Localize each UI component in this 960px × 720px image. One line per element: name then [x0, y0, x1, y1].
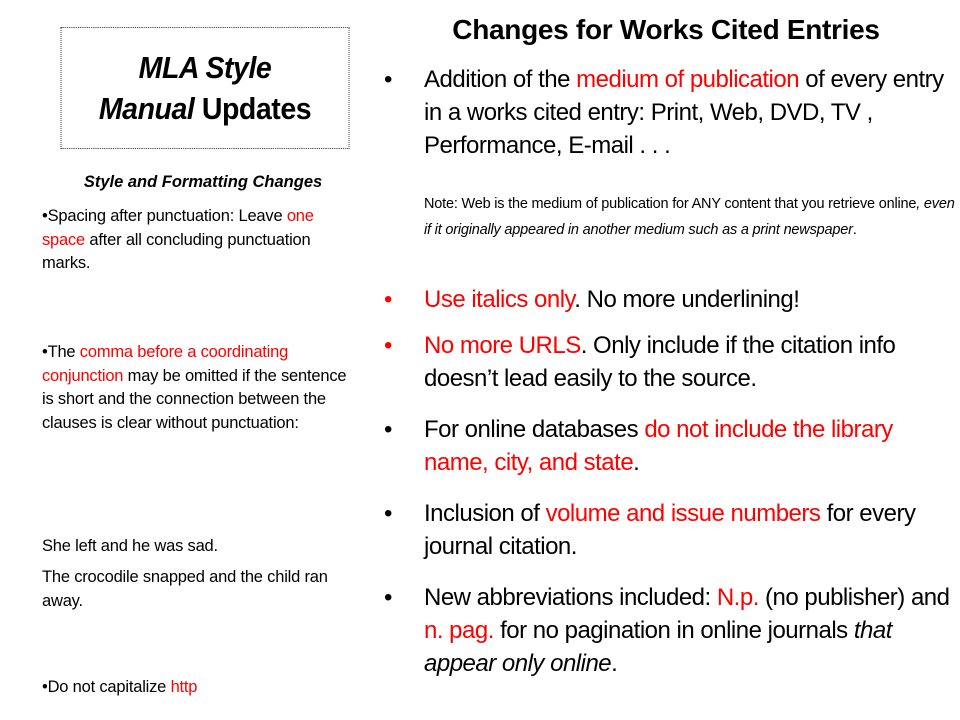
bullet-italics: • Use italics only. No more underlining!: [384, 286, 800, 313]
left-paragraph-spacing: •Spacing after punctuation: Leave one space after all concluding punctuation marks.: [42, 207, 314, 272]
bullet-urls: • No more URLS. Only include if the citation info doesn’t lead easily to the source.: [384, 332, 896, 392]
left-paragraph-comma: •The comma before a coordinating conjunction may be omitted if the sentence is short and the connection between the clauses is clear without punctuation:: [42, 343, 347, 432]
page-title: Changes for Works Cited Entries: [452, 14, 880, 45]
bullet-abbreviations: • New abbreviations included: N.p. (no publisher) and n. pag. for no pagination in online journals that appear only online.: [384, 584, 950, 677]
bullet-medium-of-publication: • Addition of the medium of publication of every entry in a works cited entry: Print, Web, DVD, TV , Performance, E-mail . . .: [384, 66, 944, 159]
left-paragraph-http: •Do not capitalize http: [42, 678, 198, 696]
left-subheading: Style and Formatting Changes: [83, 173, 323, 191]
title-line-2: Manual Updates: [98, 91, 312, 126]
example-sentence-2: The crocodile snapped and the child ran away.: [42, 568, 328, 610]
bullet-volume-issue: • Inclusion of volume and issue numbers for every journal citation.: [384, 500, 916, 560]
title-box: [61, 27, 350, 149]
example-sentence-1: She left and he was sad.: [42, 537, 218, 555]
title-line-1: MLA Style: [138, 50, 272, 85]
note-web-medium: Note: Web is the medium of publication for ANY content that you retrieve online, even if it originally appeared in another medium such as a print newspaper.: [424, 196, 955, 238]
bullet-online-databases: • For online databases do not include the library name, city, and state.: [384, 416, 893, 476]
